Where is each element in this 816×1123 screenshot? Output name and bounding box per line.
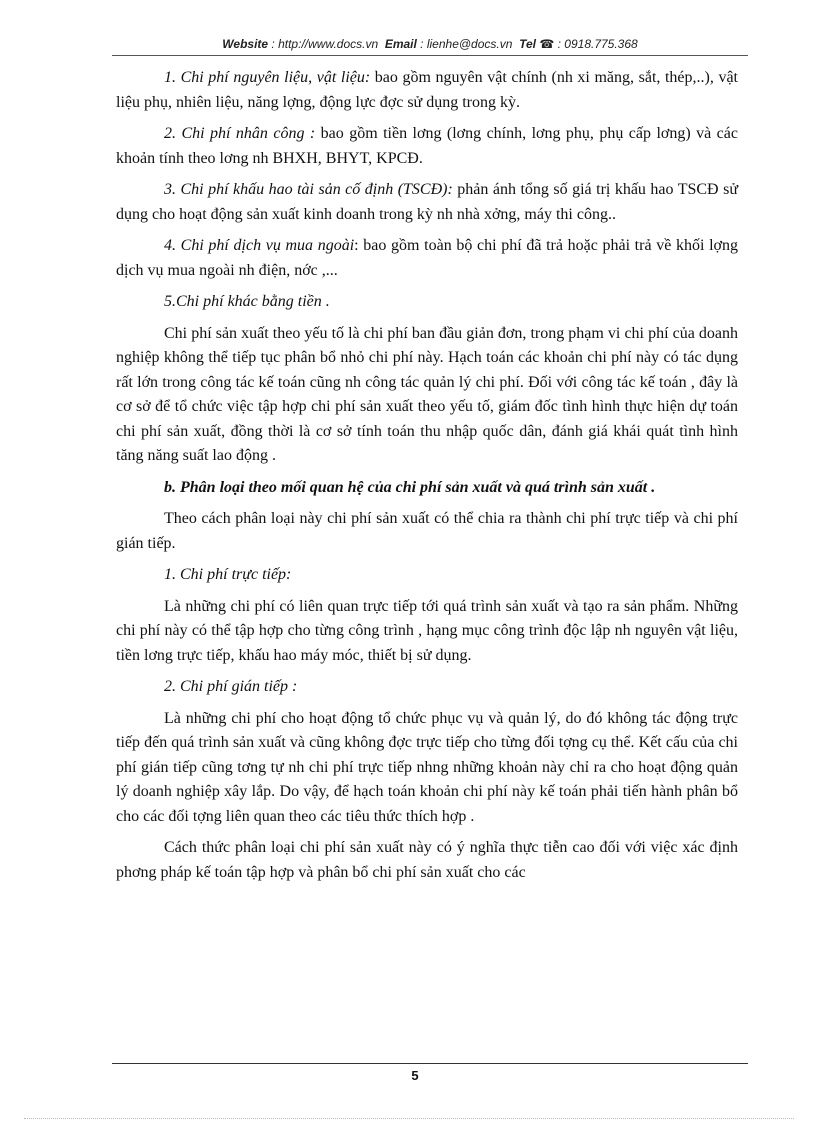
paragraph-cost-by-factor: Chi phí sản xuất theo yếu tố là chi phí ban đầu giản đơn, trong phạm vi chi phí của doanh nghiệp không thể tiếp tục phân bổ nhỏ chi phí này. Hạch toán các khoản chi phí này có tác dụng rất lớn trong công tác kế toán cũng nh công tác quản lý chi phí. Đối với công tác kế toán , đây là cơ sở để tổ chức việc tập hợp chi phí sản xuất theo yếu tố, giám đốc tình hình thực hiện dự toán chi phí sản xuất, đồng thời là cơ sở tính toán thu nhập quốc dân, đánh giá khái quát tình hình tăng năng suất lao động . xyxy=(116,324,738,464)
paragraph-outsourced-services xyxy=(116,234,738,283)
paragraph-other-cash-costs xyxy=(116,290,738,315)
item-text: : bao gồm toàn bộ chi phí đã trả hoặc phải trả về khối lợng dịch vụ mua ngoài nh điện, nớc ,... xyxy=(116,237,738,279)
paragraph-classification-intro: Theo cách phân loại này chi phí sản xuất có thể chia ra thành chi phí trực tiếp và chi phí gián tiếp. xyxy=(116,510,738,552)
document-body xyxy=(116,66,738,892)
header-divider xyxy=(112,55,748,56)
item-text: bao gồm nguyên vật chính (nh xi măng, sắt, thép,..), vật liệu phụ, nhiên liệu, năng lợng, động lực đợc sử dụng trong kỳ. xyxy=(116,69,739,111)
item-title: 4. Chi phí dịch vụ mua ngoài xyxy=(164,237,355,254)
email-value: : lienhe@docs.vn xyxy=(420,37,513,51)
section-heading-b: b. Phân loại theo mối quan hệ của chi phí sản xuất và quá trình sản xuất . xyxy=(164,478,656,496)
footer-divider xyxy=(112,1063,748,1064)
page-bottom-dotted-line xyxy=(24,1118,794,1119)
item-title: 2. Chi phí nhân công : xyxy=(164,125,316,142)
subheading-direct-costs: 1. Chi phí trực tiếp: xyxy=(164,566,292,583)
paragraph-indirect-costs: Là những chi phí cho hoạt động tổ chức phục vụ và quản lý, do đó không tác động trực tiếp đến quá trình sản xuất và cũng không đợc trực tiếp cho từng đối tợng cụ thể. Kết cấu của chi phí gián tiếp cũng tơng tự nh chi phí trực tiếp nhng những khoản này chỉ ra cho hoạt động quản lý doanh nghiệp xây lắp. Do vậy, để hạch toán khoản chi phí này kế toán phải tiến hành phân bổ cho các đối tợng liên quan theo các tiêu thức thích hợp . xyxy=(116,709,738,825)
item-text: phản ánh tổng số giá trị khấu hao TSCĐ sử dụng cho hoạt động sản xuất kinh doanh trong kỳ nh nhà xởng, máy thi công.. xyxy=(116,181,738,223)
paragraph-classification-meaning: Cách thức phân loại chi phí sản xuất này có ý nghĩa thực tiễn cao đối với việc xác định phơng pháp kế toán tập hợp và phân bổ chi phí sản xuất cho các xyxy=(116,839,738,881)
website-value: : http://www.docs.vn xyxy=(271,37,379,51)
paragraph-direct-costs: Là những chi phí có liên quan trực tiếp tới quá trình sản xuất và tạo ra sản phẩm. Những chi phí này có thể tập hợp cho từng công trình , hạng mục công trình độc lập nh nguyên vật liệu, tiền lơng trực tiếp, khấu hao máy móc, thiết bị sử dụng. xyxy=(116,597,738,664)
paragraph-depreciation xyxy=(116,178,738,227)
subheading-indirect-costs: 2. Chi phí gián tiếp : xyxy=(164,678,298,695)
tel-label: Tel xyxy=(519,37,536,51)
website-label: Website xyxy=(222,37,269,51)
paragraph-raw-materials xyxy=(116,66,738,115)
page-header xyxy=(110,37,750,51)
item-title: 1. Chi phí nguyên liệu, vật liệu: xyxy=(164,69,371,86)
email-label: Email xyxy=(384,37,417,51)
paragraph-labor-cost xyxy=(116,122,738,171)
item-title: 3. Chi phí khấu hao tài sản cố định (TSCĐ): xyxy=(164,181,453,198)
page-number: 5 xyxy=(411,1068,419,1083)
item-text: bao gồm tiền lơng (lơng chính, lơng phụ, phụ cấp lơng) và các khoản tính theo lơng nh BHXH, BHYT, KPCĐ. xyxy=(116,125,738,167)
phone-icon: ☎ xyxy=(539,37,555,51)
tel-value: : 0918.775.368 xyxy=(557,37,638,51)
item-title: 5.Chi phí khác bằng tiền . xyxy=(164,293,330,310)
